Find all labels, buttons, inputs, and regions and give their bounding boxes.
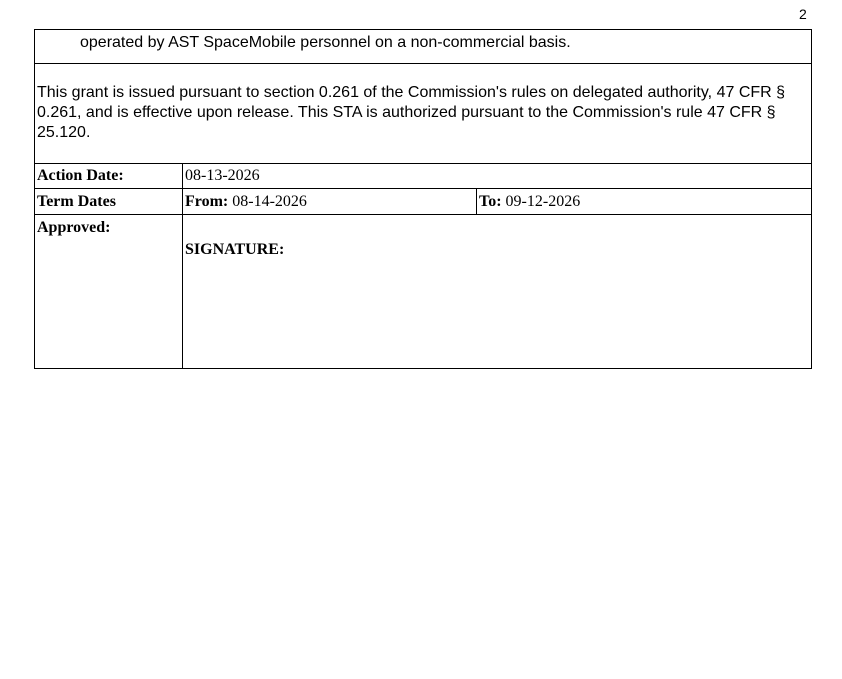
from-value: 08-14-2026 xyxy=(232,193,307,210)
grant-statement-row xyxy=(34,63,812,164)
term-from xyxy=(185,193,307,211)
action-date-label: Action Date: xyxy=(37,167,124,184)
to-label: To: xyxy=(479,193,502,210)
table-divider xyxy=(476,189,477,214)
from-label: From: xyxy=(185,193,229,210)
action-date-value: 08-13-2026 xyxy=(185,167,260,184)
signature-label: SIGNATURE: xyxy=(185,241,285,258)
term-dates-label: Term Dates xyxy=(37,193,116,210)
continuation-row xyxy=(34,29,812,64)
table-divider xyxy=(35,214,811,215)
grant-statement-text: This grant is issued pursuant to section 0.261 of the Commission's rules on delegated authority, 47 CFR § 0.261, and is effective upon release. This STA is authorized pursuant to the Commission's rule 47 CFR § 25.120. xyxy=(37,84,786,141)
page-number: 2 xyxy=(799,6,807,22)
action-table xyxy=(34,163,812,369)
continuation-text: operated by AST SpaceMobile personnel on a non-commercial basis. xyxy=(80,34,571,51)
approved-label: Approved: xyxy=(37,219,111,236)
table-divider xyxy=(35,188,811,189)
to-value: 09-12-2026 xyxy=(505,193,581,210)
term-to xyxy=(479,193,580,211)
table-divider xyxy=(182,164,183,368)
